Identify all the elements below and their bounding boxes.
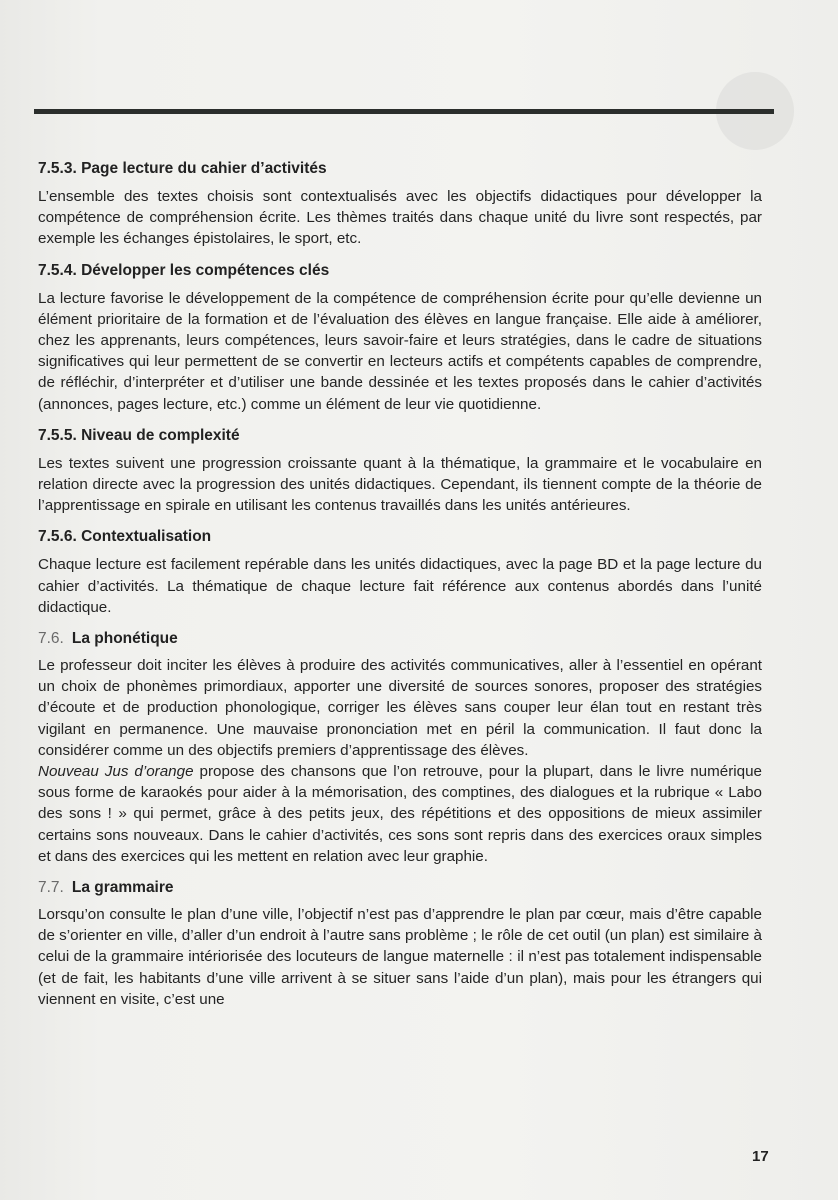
page-content	[38, 158, 762, 1010]
section-7-5-6	[38, 526, 762, 618]
section-grammaire	[38, 877, 762, 1010]
page-number: 17	[752, 1148, 769, 1165]
section-paragraph: L’ensemble des textes choisis sont contextualisés avec les objectifs didactiques pour développer la compétence de compréhension écrite. Les thèmes traités dans chaque unité du livre sont respectés, par exemple les échanges épistolaires, le sport, etc.	[38, 188, 762, 248]
chapter-title: La phonétique	[71, 630, 178, 648]
section-heading: 7.5.6. Contextualisation	[38, 528, 212, 546]
section-phonetique	[38, 628, 762, 867]
section-7-5-3	[38, 158, 762, 250]
paragraph-text: propose des chansons que l’on retrouve, pour la plupart, dans le livre numérique sous forme de karaokés pour aider à la mémorisation, des comptines, des dialogues et la rubrique « Labo des sons ! » qui permet, grâce à des petits jeux, des répétitions et des oppositions de mieux assimiler certains sons nouveaux. Dans le cahier d’activités, ces sons sont repris dans des exercices oraux simples et dans des exercices qui les mettent en relation avec leur graphie.	[38, 763, 762, 865]
section-paragraph: Chaque lecture est facilement repérable dans les unités didactiques, avec la page BD et la page lecture du cahier d’activités. La thématique de chaque lecture fait référence aux contenus abordés dans l’unité didactique.	[38, 556, 762, 616]
header-rule	[34, 109, 774, 114]
section-paragraph: Les textes suivent une progression croissante quant à la thématique, la grammaire et le vocabulaire en relation directe avec la progression des unités didactiques. Cependant, ils tiennent compte de la théorie de l’apprentissage en spirale en utilisant les contenus travaillés dans les unités antérieures.	[38, 454, 762, 515]
chapter-title: La grammaire	[71, 879, 174, 897]
grammaire-paragraph-1: Lorsqu’on consulte le plan d’une ville, l’objectif n’est pas d’apprendre le plan par cœur, mais d’être capable de s’orienter en ville, d’aller d’un endroit à l’autre sans problème ; le rôle de cet outil (un plan) est similaire à celui de la grammaire intériorisée des locuteurs de langue maternelle : il n’est pas totalement indispensable (et de fait, les habitants d’une ville arrivent à se situer sans l’aide d’un plan), mais pour les étrangers qui viennent en visite, c’est une	[38, 906, 762, 1008]
phonetique-paragraph-2	[38, 761, 762, 867]
section-heading: 7.5.3. Page lecture du cahier d’activités	[38, 160, 327, 177]
section-heading: 7.5.5. Niveau de complexité	[38, 426, 240, 444]
book-title: Nouveau Jus d’orange	[38, 763, 194, 781]
phonetique-paragraph-1: Le professeur doit inciter les élèves à produire des activités communicatives, aller à l’essentiel en opérant un choix de phonèmes primordiaux, apporter une diversité de sources sonores, proposer des stratégies d’écoute et de production phonologique, corriger les élèves sans couper leur élan tout en restant très vigilant en permanence. Une mauvaise prononciation met en péril la communication. Il faut donc la considérer comme un des objectifs premiers d’apprentissage des élèves.	[38, 657, 762, 759]
chapter-heading	[38, 877, 762, 898]
chapter-number: 7.6.	[38, 630, 64, 648]
section-7-5-5	[38, 425, 762, 517]
section-heading: 7.5.4. Développer les compétences clés	[38, 261, 330, 279]
section-paragraph: La lecture favorise le développement de la compétence de compréhension écrite pour qu’elle devienne un élément prioritaire de la formation et de l’évaluation des élèves en langue française. Elle aide à améliorer, chez les apprenants, leurs compétences, leurs savoir-faire et leurs stratégies, dans le cadre de situations significatives qui leur permettent de se convertir en lecteurs actifs et compétents capables de comprendre, de réfléchir, d’interpréter et d’utiliser une bande dessinée et les textes proposés dans le cahier d’activités (annonces, pages lecture, etc.) comme un élément de leur vie quotidienne.	[38, 289, 762, 413]
chapter-number: 7.7.	[38, 879, 64, 897]
section-7-5-4	[38, 260, 762, 415]
chapter-heading	[38, 628, 762, 649]
